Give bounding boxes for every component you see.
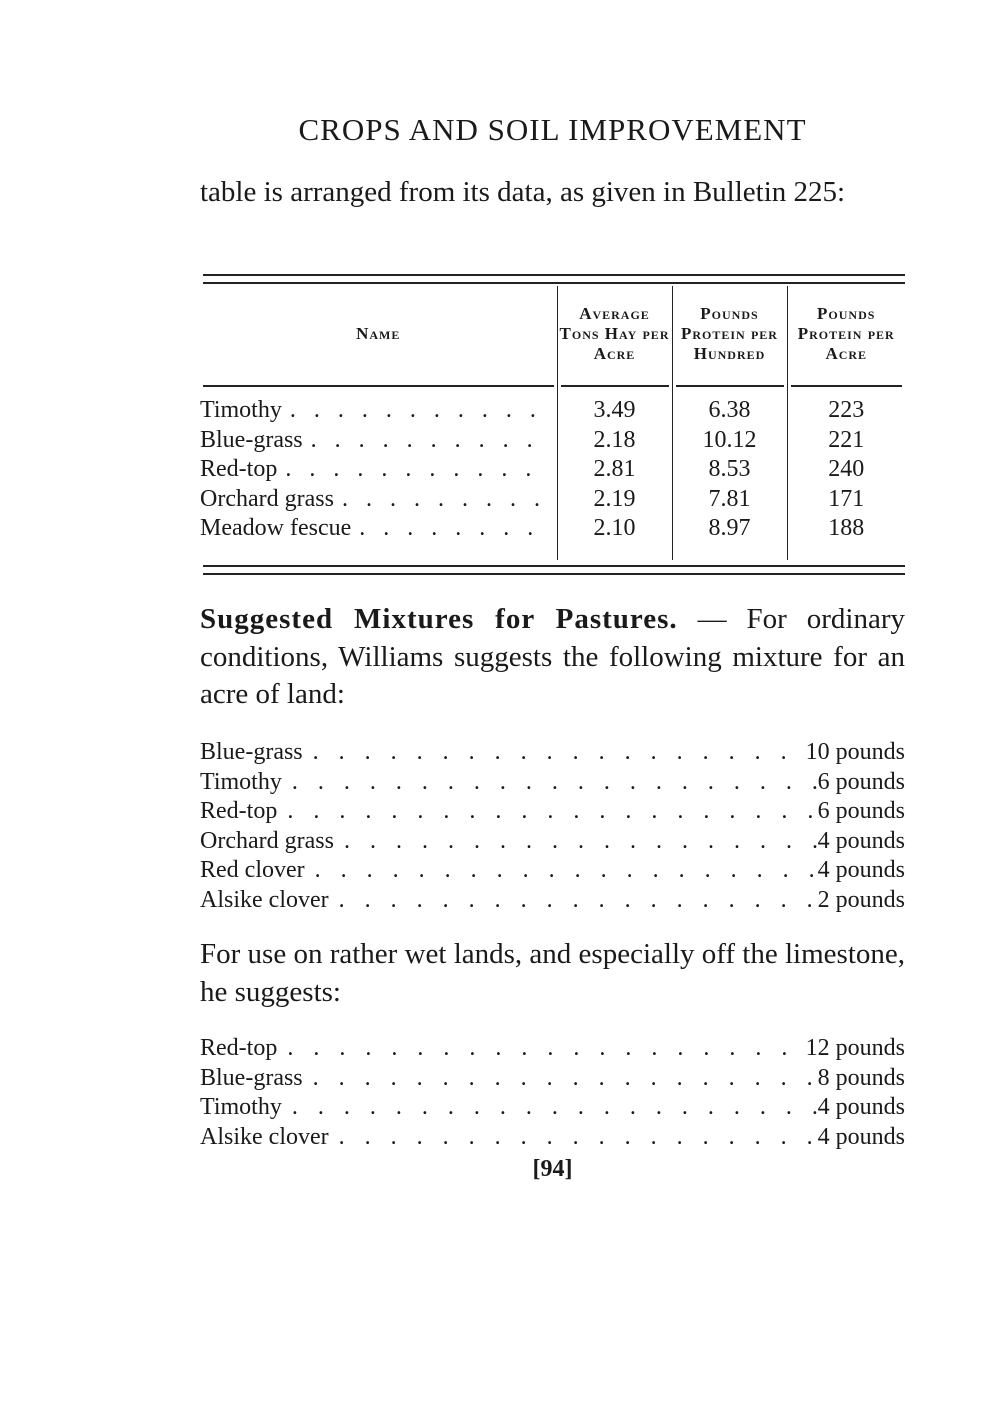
- grass-name: Orchard grass: [200, 827, 334, 854]
- protein-per-hundred-cell: 7.81: [672, 485, 787, 515]
- crop-name: Orchard grass: [200, 485, 334, 512]
- amount: 4 pounds: [817, 827, 905, 854]
- protein-per-hundred-cell: 8.97: [672, 514, 787, 560]
- dot-leader: [303, 738, 806, 768]
- list-item: [200, 1034, 905, 1064]
- amount: 6 pounds: [817, 798, 905, 824]
- running-title: CROPS AND SOIL IMPROVEMENT: [298, 112, 807, 147]
- dot-leader: [282, 768, 818, 798]
- intro-paragraph: table is arranged from its data, as given in Bulletin 225:: [200, 176, 846, 208]
- amount: 4 pounds: [817, 1123, 905, 1150]
- list-item: [200, 827, 905, 857]
- tons-hay-cell: 2.19: [557, 485, 672, 515]
- protein-per-acre-cell: 188: [787, 514, 905, 560]
- dot-leader: [303, 426, 549, 456]
- dot-leader: [277, 797, 817, 827]
- section-heading: Suggested Mixtures for Pastures.: [200, 603, 678, 635]
- page-number: [94]: [532, 1156, 573, 1182]
- header-name: Name: [356, 324, 401, 343]
- list-item: [200, 856, 905, 886]
- protein-per-acre-cell: 223: [787, 390, 905, 426]
- mixture-list-ordinary: [200, 738, 905, 915]
- amount: 10 pounds: [805, 739, 905, 765]
- amount: 6 pounds: [817, 768, 905, 795]
- list-item: [200, 1123, 905, 1153]
- header-tons-hay: Average Tons Hay per Acre: [557, 286, 672, 382]
- tons-hay-cell: 3.49: [557, 390, 672, 426]
- crop-name: Blue-grass: [200, 426, 303, 453]
- amount: 4 pounds: [817, 857, 905, 883]
- table-row: [200, 426, 905, 456]
- protein-per-hundred-cell: 10.12: [672, 426, 787, 456]
- grass-name: Blue-grass: [200, 1064, 303, 1091]
- dot-leader: [277, 1034, 805, 1064]
- grass-name: Red-top: [200, 1035, 278, 1061]
- dot-leader: [282, 396, 549, 426]
- section-text: — For ordinary conditions, Williams suggests the following mixture for an acre of land:: [200, 603, 905, 710]
- list-item: [200, 1093, 905, 1123]
- table-row: [200, 455, 905, 485]
- tons-hay-cell: 2.18: [557, 426, 672, 456]
- grass-name: Alsike clover: [200, 1123, 329, 1150]
- grass-name: Blue-grass: [200, 739, 303, 765]
- grass-name: Timothy: [200, 1094, 282, 1120]
- list-item: [200, 1064, 905, 1094]
- dot-leader: [303, 1064, 818, 1094]
- dot-leader: [329, 886, 818, 916]
- protein-per-hundred-cell: 8.53: [672, 455, 787, 485]
- dot-leader: [277, 455, 548, 485]
- table-row: [200, 514, 905, 560]
- header-protein-per-hundred: Pounds Protein per Hundred: [672, 286, 787, 382]
- dot-leader: [351, 514, 548, 544]
- table-bottom-rule-2: [203, 573, 905, 575]
- protein-per-hundred-cell: 6.38: [672, 390, 787, 426]
- dot-leader: [329, 1123, 818, 1153]
- list-item: [200, 886, 905, 916]
- section-paragraph: [200, 601, 905, 714]
- amount: 12 pounds: [805, 1035, 905, 1061]
- header-protein-per-acre: Pounds Protein per Acre: [787, 286, 905, 382]
- list-item: [200, 768, 905, 798]
- crop-name: Red-top: [200, 456, 278, 482]
- wet-lands-paragraph: For use on rather wet lands, and especially off the limestone, he suggests:: [200, 938, 905, 1008]
- grass-name: Red-top: [200, 798, 278, 824]
- table-bottom-rule: [203, 565, 905, 567]
- list-item: [200, 738, 905, 768]
- grass-name: Timothy: [200, 768, 282, 795]
- protein-per-acre-cell: 171: [787, 485, 905, 515]
- dot-leader: [334, 827, 818, 857]
- dot-leader: [282, 1093, 818, 1123]
- tons-hay-cell: 2.10: [557, 514, 672, 560]
- table-top-rule: [203, 274, 905, 276]
- amount: 8 pounds: [817, 1064, 905, 1091]
- dot-leader: [334, 485, 549, 515]
- grass-name: Red clover: [200, 857, 305, 883]
- amount: 2 pounds: [817, 886, 905, 913]
- table-top-rule-2: [203, 282, 905, 284]
- forage-table: [200, 286, 905, 560]
- tons-hay-cell: 2.81: [557, 455, 672, 485]
- crop-name: Meadow fescue: [200, 515, 352, 541]
- crop-name: Timothy: [200, 397, 282, 423]
- table-row: [200, 485, 905, 515]
- table-row: [200, 390, 905, 426]
- list-item: [200, 797, 905, 827]
- mixture-list-wet-lands: [200, 1034, 905, 1152]
- dot-leader: [305, 856, 818, 886]
- grass-name: Alsike clover: [200, 886, 329, 913]
- amount: 4 pounds: [817, 1094, 905, 1120]
- protein-per-acre-cell: 221: [787, 426, 905, 456]
- protein-per-acre-cell: 240: [787, 455, 905, 485]
